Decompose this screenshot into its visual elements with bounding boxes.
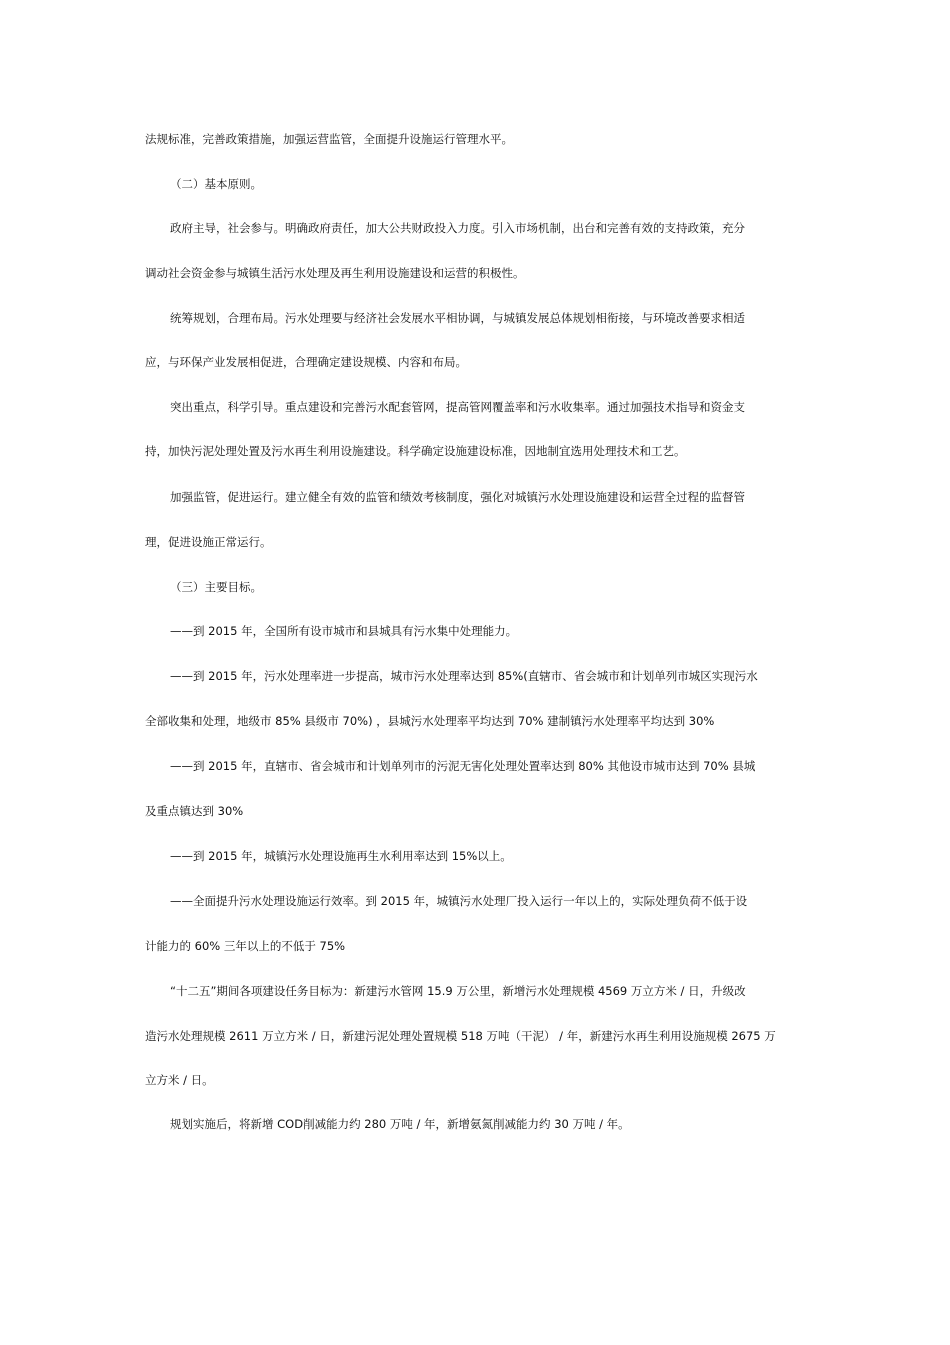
text-line: 政府主导，社会参与。明确政府责任，加大公共财政投入力度。引入市场机制，出台和完善有效的支持政策，充分 xyxy=(170,221,745,235)
text-line: 统筹规划，合理布局。污水处理要与经济社会发展水平相协调，与城镇发展总体规划相衔接，与环境改善要求相适 xyxy=(170,311,745,325)
text-line: 计能力的 60% 三年以上的不低于 75% xyxy=(145,939,346,953)
text-line: 及重点镇达到 30% xyxy=(145,804,244,818)
text-line: ——到 2015 年，直辖市、省会城市和计划单列市的污泥无害化处理处置率达到 80% 其他设市城市达到 70% 县城 xyxy=(170,759,756,773)
text-line: ——到 2015 年，污水处理率进一步提高，城市污水处理率达到 85%(直辖市、省会城市和计划单列市城区实现污水 xyxy=(170,669,758,683)
text-line: 应，与环保产业发展相促进，合理确定建设规模、内容和布局。 xyxy=(145,355,467,369)
text-line: ——全面提升污水处理设施运行效率。到 2015 年，城镇污水处理厂投入运行一年以上的，实际处理负荷不低于设 xyxy=(170,894,748,908)
text-line: 调动社会资金参与城镇生活污水处理及再生利用设施建设和运营的积极性。 xyxy=(145,266,525,280)
text-line: 立方米 / 日。 xyxy=(145,1073,214,1087)
text-line: 法规标准，完善政策措施，加强运营监管，全面提升设施运行管理水平。 xyxy=(145,132,513,146)
section-heading: （二）基本原则。 xyxy=(170,177,262,191)
text-line: ——到 2015 年，城镇污水处理设施再生水利用率达到 15%以上。 xyxy=(170,849,512,863)
text-line: ——到 2015 年，全国所有设市城市和县城具有污水集中处理能力。 xyxy=(170,624,518,638)
text-line: 加强监管，促进运行。建立健全有效的监管和绩效考核制度，强化对城镇污水处理设施建设和运营全过程的监督管 xyxy=(170,490,745,504)
text-line: 造污水处理规模 2611 万立方米 / 日，新建污泥处理处置规模 518 万吨（干泥） / 年，新建污水再生利用设施规模 2675 万 xyxy=(145,1029,776,1043)
text-line: “十二五”期间各项建设任务目标为：新建污水管网 15.9 万公里，新增污水处理规模 4569 万立方米 / 日，升级改 xyxy=(170,984,746,998)
text-line: 规划实施后，将新增 COD削减能力约 280 万吨 / 年，新增氨氮削减能力约 30 万吨 / 年。 xyxy=(170,1117,630,1131)
text-line: 持，加快污泥处理处置及污水再生利用设施建设。科学确定设施建设标准，因地制宜选用处理技术和工艺。 xyxy=(145,444,686,458)
text-line: 理，促进设施正常运行。 xyxy=(145,535,272,549)
text-line: 突出重点，科学引导。重点建设和完善污水配套管网，提高管网覆盖率和污水收集率。通过加强技术指导和资金支 xyxy=(170,400,745,414)
section-heading: （三）主要目标。 xyxy=(170,580,262,594)
text-line: 全部收集和处理，地级市 85% 县级市 70%) ，县城污水处理率平均达到 70% 建制镇污水处理率平均达到 30% xyxy=(145,714,715,728)
